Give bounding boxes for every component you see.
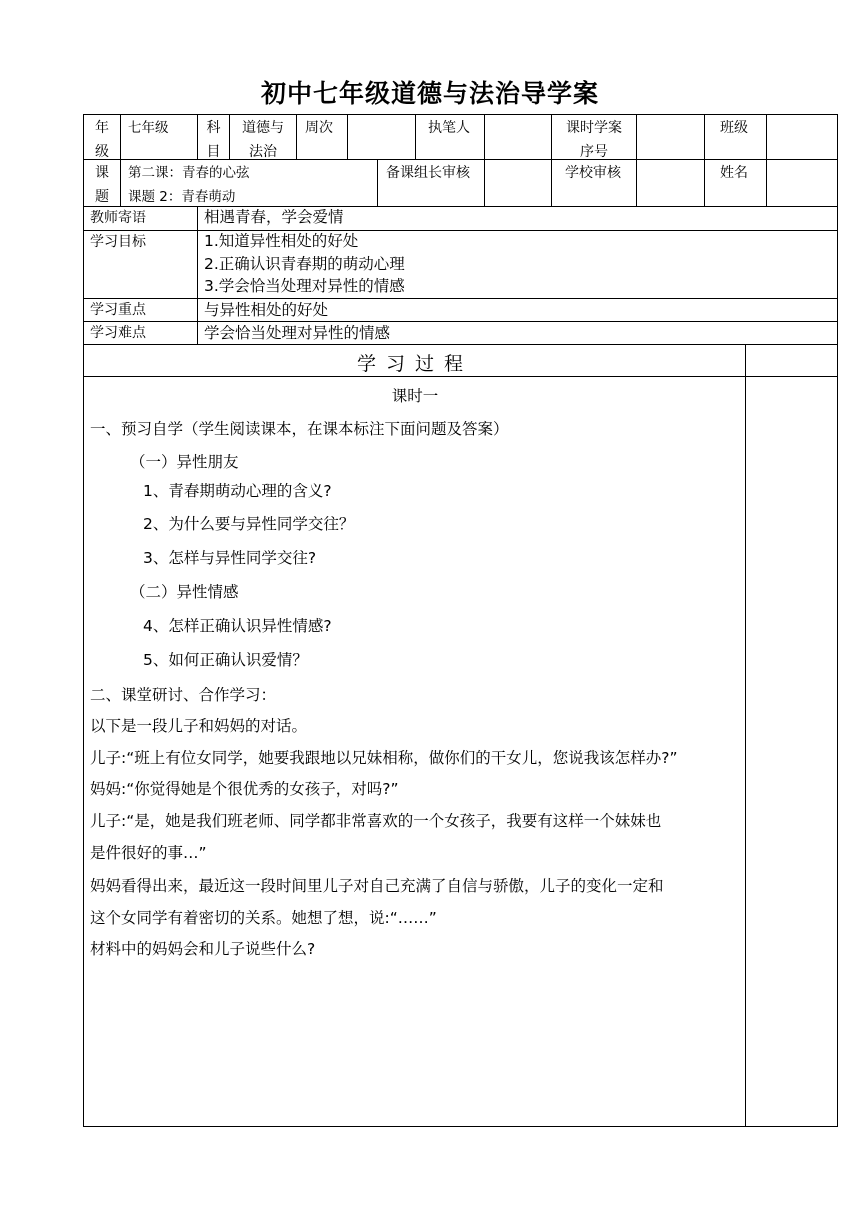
subject-value: 道德与 法治 [242, 120, 284, 160]
teacher-label: 教师寄语 [90, 210, 146, 226]
goal-item: 3.学会恰当处理对异性的情感 [204, 277, 405, 295]
teacher-value: 相遇青春，学会爱情 [204, 208, 344, 226]
class-label: 班级 [720, 120, 748, 136]
section-2-heading: 二、课堂研讨、合作学习： [90, 686, 277, 704]
paragraph: 儿子:“班上有位女同学，她要我跟地以兄妹相称，做你们的干女儿，您说我该怎样办?” [90, 749, 678, 767]
review-label: 备课组长审核 [386, 165, 470, 181]
difficulty-label: 学习难点 [90, 325, 146, 341]
lesson-heading: 课时一 [391, 387, 439, 405]
page-title: 初中七年级道德与法治导学案 [260, 79, 599, 108]
paragraph: 以下是一段儿子和妈妈的对话。 [90, 717, 308, 735]
question-5: 5、如何正确认识爱情？ [143, 651, 308, 669]
goal-item: 1.知道异性相处的好处 [204, 232, 359, 250]
subsection-2: （二）异性情感 [130, 583, 239, 601]
focus-label: 学习重点 [90, 302, 146, 318]
question-3: 3、怎样与异性同学交往? [143, 549, 317, 567]
topic-label: 课 题 [95, 165, 109, 205]
goal-item: 2.正确认识青春期的萌动心理 [204, 254, 405, 273]
goals-list [204, 230, 405, 298]
school-review-label: 学校审核 [565, 165, 621, 181]
paragraph: 这个女同学有着密切的关系。她想了想，说:“……” [90, 909, 437, 927]
difficulty-value: 学会恰当处理对异性的情感 [204, 324, 391, 342]
serial-label: 课时学案 序号 [566, 120, 622, 160]
question-1: 1、青春期萌动心理的含义? [143, 482, 332, 500]
writer-label: 执笔人 [428, 120, 470, 136]
question-2: 2、为什么要与异性同学交往？ [143, 515, 355, 533]
focus-value: 与异性相处的好处 [204, 301, 329, 319]
section-1-heading: 一、预习自学（学生阅读课本，在课本标注下面问题及答案） [90, 420, 509, 438]
paragraph: 儿子:“是，她是我们班老师、同学都非常喜欢的一个女孩子，我要有这样一个妹妹也 [90, 812, 662, 830]
paragraph: 妈妈看得出来，最近这一段时间里儿子对自己充满了自信与骄傲，儿子的变化一定和 [90, 877, 664, 895]
topic-value: 第二课：青春的心弦 课题 2：青春萌动 [128, 165, 250, 205]
name-label: 姓名 [720, 165, 748, 181]
subsection-1: （一）异性朋友 [130, 453, 239, 471]
paragraph: 是件很好的事…” [90, 844, 207, 862]
question-prompt: 材料中的妈妈会和儿子说些什么? [90, 940, 316, 958]
goals-label: 学习目标 [90, 234, 146, 250]
paragraph: 妈妈:“你觉得她是个很优秀的女孩子，对吗?” [90, 780, 399, 798]
week-label: 周次 [305, 120, 333, 136]
grade-value: 七年级 [128, 120, 169, 136]
grade-label: 年 级 [95, 120, 109, 160]
subject-label: 科 目 [206, 120, 221, 160]
process-title: 学习过程 [356, 353, 473, 375]
question-4: 4、怎样正确认识异性情感? [143, 617, 332, 635]
